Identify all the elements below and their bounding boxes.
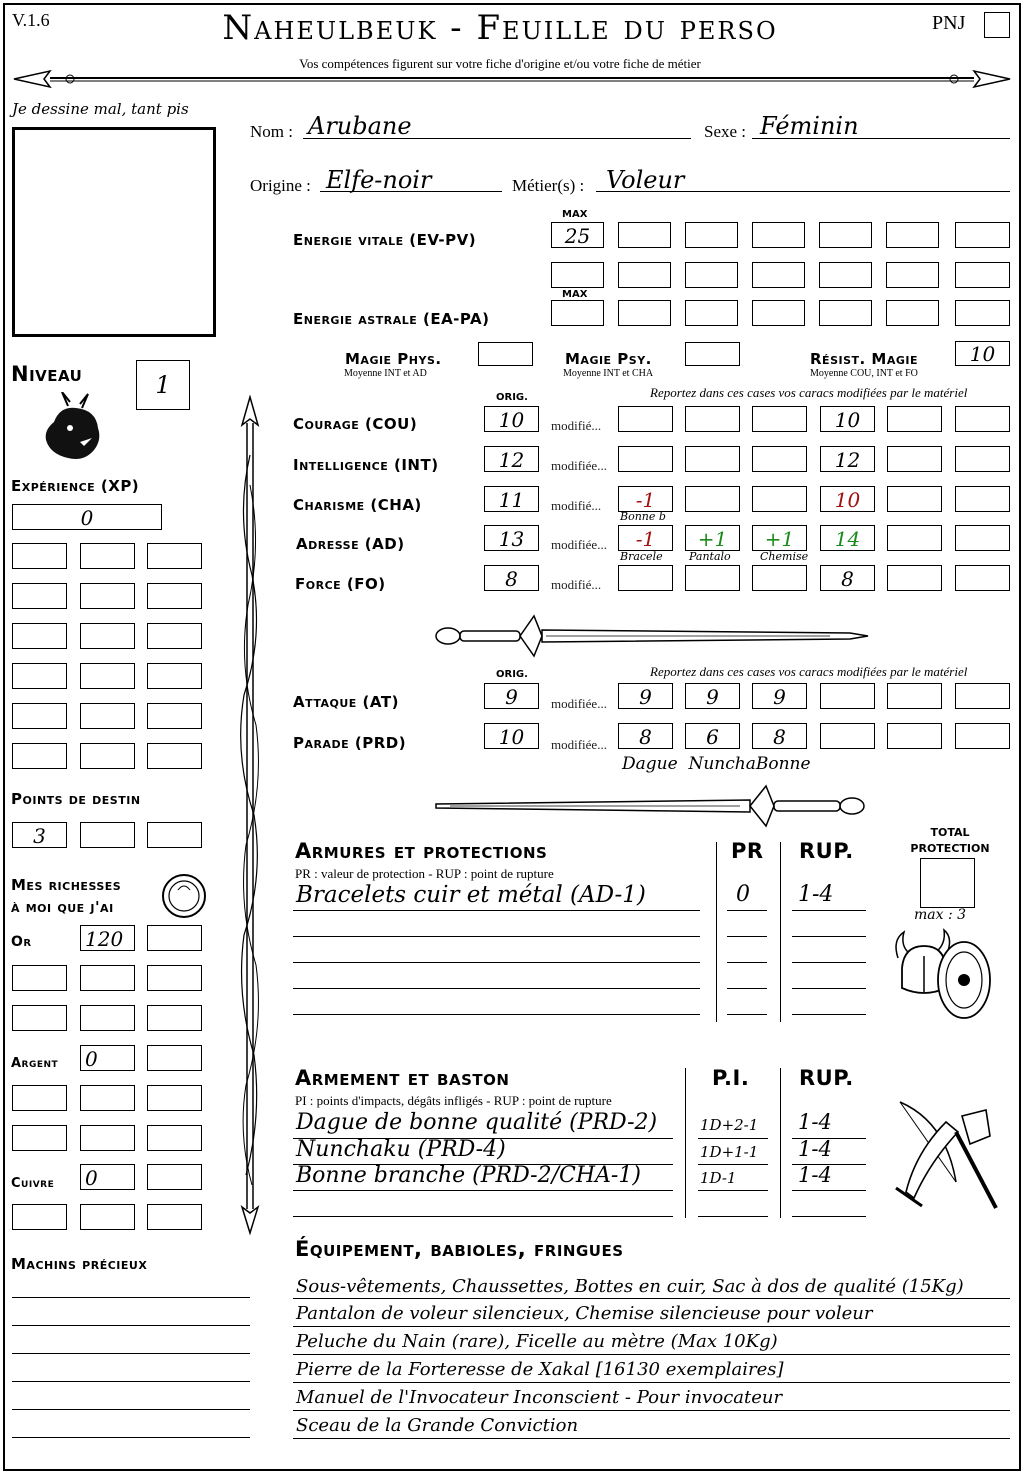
xp-box[interactable]: 0 [12, 504, 162, 530]
stats-orig-label: ORIG. [496, 392, 528, 403]
weapon-item-name[interactable]: Dague de bonne qualité (PRD-2) [296, 1110, 658, 1135]
xp-box[interactable] [80, 663, 135, 689]
ev-box[interactable] [551, 262, 604, 288]
stat-mod-fo[interactable] [752, 565, 807, 591]
stat-mod-int[interactable] [955, 446, 1010, 472]
money-box[interactable] [80, 1204, 135, 1230]
armor-rup-label: RUP. [799, 839, 854, 863]
or-box[interactable] [147, 925, 202, 951]
weapon-item-pi[interactable]: 1D-1 [700, 1169, 737, 1187]
page-subtitle: Vos compétences figurent sur votre fiche d'origine et/ou votre fiche de métier [299, 56, 701, 71]
argent-label: Argent [11, 1056, 59, 1071]
richesses-label-2: à moi que j'ai [11, 898, 114, 916]
pnj-label: PNJ [932, 12, 966, 34]
modifiee-label: modifiée... [551, 537, 607, 552]
stat-mod-cou[interactable] [618, 406, 673, 432]
cuivre-box[interactable] [147, 1164, 202, 1190]
modifie-label: modifié... [551, 418, 602, 433]
stat-mod-int[interactable] [752, 446, 807, 472]
sexe-value[interactable]: Féminin [760, 112, 859, 140]
stat-mod-int[interactable] [685, 446, 740, 472]
ea-box[interactable] [752, 300, 805, 326]
weapons-subtitle: PI : points d'impacts, dégâts infligés - RUP : point de rupture [295, 1093, 612, 1108]
stat-mod-cou[interactable] [955, 406, 1010, 432]
stat-final-cou[interactable]: 10 [820, 406, 875, 432]
prd-box[interactable] [955, 723, 1010, 749]
stat-label-ad: Adresse (AD) [296, 535, 405, 553]
sword-icon [430, 782, 870, 830]
ea-max-box[interactable] [551, 300, 604, 326]
money-box[interactable] [80, 1125, 135, 1151]
ev-box[interactable] [886, 262, 939, 288]
equipment-item[interactable]: Pantalon de voleur silencieux, Chemise silencieuse pour voleur [296, 1303, 873, 1324]
modifiee-label: modifiée... [551, 458, 607, 473]
xp-label: Expérience (XP) [11, 477, 140, 495]
prd-label: Parade (PRD) [293, 734, 407, 752]
destin-box[interactable] [147, 822, 202, 848]
nom-value[interactable]: Arubane [308, 112, 412, 140]
ad-item-note: Chemise [760, 550, 809, 563]
equipment-item[interactable]: Sceau de la Grande Conviction [296, 1415, 579, 1436]
ev-box[interactable] [618, 262, 671, 288]
stat-mod-ad[interactable]: -1 [618, 525, 673, 551]
cuivre-box[interactable]: 0 [80, 1164, 135, 1190]
origine-label: Origine : [250, 176, 311, 195]
ev-box[interactable] [752, 262, 805, 288]
weapon-item-rup[interactable]: 1-4 [798, 1137, 832, 1161]
equipment-item[interactable]: Peluche du Nain (rare), Ficelle au mètre (Max 10Kg) [296, 1331, 778, 1352]
armor-subtitle: PR : valeur de protection - RUP : point de rupture [295, 866, 554, 881]
prd-box[interactable]: 6 [685, 723, 740, 749]
coin-icon [160, 872, 208, 920]
xp-box[interactable] [80, 583, 135, 609]
money-box[interactable] [80, 1005, 135, 1031]
stat-mod-fo[interactable] [887, 565, 942, 591]
xp-box[interactable] [12, 543, 67, 569]
origine-value[interactable]: Elfe-noir [326, 166, 432, 194]
ev-box[interactable] [886, 222, 939, 248]
xp-box[interactable] [12, 583, 67, 609]
crossed-weapons-icon [886, 1092, 1006, 1216]
at-box[interactable]: 9 [685, 683, 740, 709]
xp-box[interactable] [80, 743, 135, 769]
money-box[interactable] [80, 965, 135, 991]
at-box[interactable] [887, 683, 942, 709]
pnj-checkbox[interactable] [984, 12, 1010, 38]
metier-label: Métier(s) : [512, 176, 585, 195]
money-box[interactable] [147, 1125, 202, 1151]
xp-box[interactable] [80, 623, 135, 649]
stat-label-cha: Charisme (CHA) [293, 496, 422, 514]
prd-box[interactable]: 8 [618, 723, 673, 749]
modifiee-label: modifiée... [551, 737, 607, 752]
niveau-box[interactable]: 1 [136, 360, 190, 410]
at-box[interactable]: 9 [618, 683, 673, 709]
magie-psy-label: Magie Psy. [565, 350, 652, 368]
ev-label: Energie vitale (EV-PV) [293, 231, 477, 249]
stat-mod-cha[interactable] [685, 486, 740, 512]
dragon-icon [40, 392, 106, 466]
xp-box[interactable] [12, 623, 67, 649]
magie-psy-note: Moyenne INT et CHA [563, 368, 654, 379]
ad-item-note: Pantalo [689, 550, 731, 563]
total-max-note: max : 3 [914, 907, 967, 923]
equipment-item[interactable]: Sous-vêtements, Chaussettes, Bottes en cuir, Sac à dos de qualité (15Kg) [296, 1276, 964, 1297]
stat-orig-ad[interactable]: 13 [484, 525, 539, 551]
stat-orig-int[interactable]: 12 [484, 446, 539, 472]
money-box[interactable] [12, 1125, 67, 1151]
stat-mod-fo[interactable] [685, 565, 740, 591]
sexe-label: Sexe : [704, 122, 747, 141]
stat-mod-ad[interactable]: +1 [685, 525, 740, 551]
ea-label: Energie astrale (EA-PA) [293, 310, 490, 328]
argent-box[interactable]: 0 [80, 1045, 135, 1071]
magie-phys-box[interactable] [478, 342, 533, 366]
stat-mod-fo[interactable] [955, 565, 1010, 591]
ev-box[interactable] [955, 222, 1010, 248]
stat-mod-cou[interactable] [752, 406, 807, 432]
destin-box[interactable] [80, 822, 135, 848]
resist-magie-label: Résist. Magie [810, 350, 919, 368]
ev-box[interactable] [955, 262, 1010, 288]
xp-box[interactable] [147, 663, 202, 689]
armor-item-rup[interactable]: 1-4 [798, 882, 834, 907]
stat-orig-fo[interactable]: 8 [484, 565, 539, 591]
argent-box[interactable] [147, 1045, 202, 1071]
destin-box[interactable]: 3 [12, 822, 67, 848]
stats-note: Reportez dans ces cases vos caracs modifiées par le matériel [650, 385, 968, 400]
destin-label: Points de destin [11, 790, 141, 808]
weapon-names-note: Dague NunchaBonne [622, 754, 811, 774]
xp-box[interactable] [80, 543, 135, 569]
xp-box[interactable] [147, 703, 202, 729]
cuivre-label: Cuivre [11, 1176, 55, 1191]
at-box[interactable]: 9 [752, 683, 807, 709]
xp-box[interactable] [80, 703, 135, 729]
stat-mod-ad[interactable] [955, 525, 1010, 551]
ev-max-label: MAX [562, 209, 588, 220]
stat-mod-fo[interactable] [618, 565, 673, 591]
xp-box[interactable] [147, 623, 202, 649]
version-label: V.1.6 [12, 10, 50, 30]
equipment-title: Équipement, babioles, fringues [295, 1237, 624, 1261]
resist-magie-box[interactable]: 10 [955, 341, 1010, 366]
stat-final-ad[interactable]: 14 [820, 525, 875, 551]
xp-box[interactable] [12, 703, 67, 729]
spear-ornament-icon [10, 66, 1014, 90]
stat-mod-cha[interactable] [752, 486, 807, 512]
ea-max-label: MAX [562, 289, 588, 300]
ea-box[interactable] [819, 300, 872, 326]
weapons-pi-label: P.I. [712, 1066, 750, 1090]
ev-box[interactable] [819, 262, 872, 288]
metier-value[interactable]: Voleur [606, 166, 685, 194]
stat-final-int[interactable]: 12 [820, 446, 875, 472]
ev-box[interactable] [685, 222, 738, 248]
at-box[interactable] [820, 683, 875, 709]
page-title: Naheulbeuk - Feuille du perso [222, 8, 778, 48]
niveau-label: Niveau [11, 362, 83, 386]
ea-box[interactable] [685, 300, 738, 326]
xp-box[interactable] [12, 743, 67, 769]
money-box[interactable] [147, 965, 202, 991]
stat-mod-cha[interactable] [887, 486, 942, 512]
stat-mod-int[interactable] [618, 446, 673, 472]
money-box[interactable] [147, 1005, 202, 1031]
stat-orig-cou[interactable]: 10 [484, 406, 539, 432]
stat-orig-cha[interactable]: 11 [484, 486, 539, 512]
armor-item-name[interactable]: Bracelets cuir et métal (AD-1) [296, 882, 646, 908]
magie-phys-label: Magie Phys. [345, 350, 442, 368]
stat-label-fo: Force (FO) [295, 575, 386, 593]
stat-mod-ad[interactable] [887, 525, 942, 551]
stat-final-cha[interactable]: 10 [820, 486, 875, 512]
weapon-item-pi[interactable]: 1D+1-1 [700, 1143, 759, 1161]
combat-orig-label: ORIG. [496, 669, 528, 680]
money-box[interactable] [147, 1204, 202, 1230]
weapon-item-name[interactable]: Bonne branche (PRD-2/CHA-1) [296, 1163, 641, 1188]
weapons-rup-label: RUP. [799, 1066, 854, 1090]
or-box[interactable]: 120 [80, 925, 135, 951]
stat-mod-int[interactable] [887, 446, 942, 472]
ea-box[interactable] [618, 300, 671, 326]
at-label: Attaque (AT) [293, 693, 399, 711]
nom-label: Nom : [250, 122, 293, 141]
total-protection-box[interactable] [920, 858, 975, 908]
money-box[interactable] [80, 1085, 135, 1111]
resist-magie-note: Moyenne COU, INT et FO [810, 368, 918, 379]
portrait-box[interactable] [12, 127, 216, 337]
money-box[interactable] [12, 1085, 67, 1111]
sword-icon [430, 612, 870, 660]
portrait-caption: Je dessine mal, tant pis [12, 100, 189, 118]
at-box[interactable] [955, 683, 1010, 709]
equipment-item[interactable]: Pierre de la Forteresse de Xakal [16130 exemplaires] [296, 1359, 784, 1380]
weapon-item-rup[interactable]: 1-4 [798, 1163, 832, 1187]
prd-box[interactable] [820, 723, 875, 749]
total-label-2: PROTECTION [910, 842, 990, 855]
or-label: Or [11, 934, 32, 950]
stat-final-fo[interactable]: 8 [820, 565, 875, 591]
xp-box[interactable] [147, 743, 202, 769]
ev-box[interactable] [819, 222, 872, 248]
machins-label: Machins précieux [11, 1255, 148, 1273]
ev-box[interactable] [618, 222, 671, 248]
modifie-label: modifié... [551, 498, 602, 513]
weapon-item-name[interactable]: Nunchaku (PRD-4) [296, 1137, 506, 1162]
ev-box[interactable] [685, 262, 738, 288]
ev-max-box[interactable]: 25 [551, 222, 604, 248]
weapon-item-pi[interactable]: 1D+2-1 [700, 1116, 759, 1134]
weapons-title: Armement et baston [295, 1066, 510, 1090]
richesses-label: Mes richesses [11, 876, 122, 894]
total-label: TOTAL [930, 826, 970, 839]
ev-box[interactable] [752, 222, 805, 248]
at-orig-box[interactable]: 9 [484, 683, 539, 709]
armor-item-pr[interactable]: 0 [736, 882, 750, 907]
vertical-spear-icon [230, 395, 270, 1235]
xp-box[interactable] [147, 543, 202, 569]
prd-box[interactable]: 8 [752, 723, 807, 749]
ea-box[interactable] [886, 300, 939, 326]
prd-orig-box[interactable]: 10 [484, 723, 539, 749]
armor-pr-label: PR [731, 839, 764, 863]
stat-label-cou: Courage (COU) [293, 415, 418, 433]
weapon-item-rup[interactable]: 1-4 [798, 1110, 832, 1134]
money-box[interactable] [12, 965, 67, 991]
magie-psy-box[interactable] [685, 342, 740, 366]
helmet-shield-icon [890, 928, 1000, 1024]
stat-mod-cou[interactable] [887, 406, 942, 432]
modifie-label: modifié... [551, 577, 602, 592]
stat-label-int: Intelligence (INT) [293, 456, 439, 474]
magie-phys-note: Moyenne INT et AD [344, 368, 427, 379]
combat-note: Reportez dans ces cases vos caracs modifiées par le matériel [650, 664, 968, 679]
stat-mod-cha[interactable] [955, 486, 1010, 512]
equipment-item[interactable]: Manuel de l'Invocateur Inconscient - Pour invocateur [296, 1387, 783, 1408]
stat-mod-cou[interactable] [685, 406, 740, 432]
cha-item-note: Bonne b [620, 510, 666, 523]
money-box[interactable] [12, 1005, 67, 1031]
modifiee-label: modifiée... [551, 696, 607, 711]
xp-box[interactable] [147, 583, 202, 609]
ad-item-note: Bracele [620, 550, 663, 563]
stat-mod-cha[interactable]: -1 [618, 486, 673, 512]
money-box[interactable] [12, 1204, 67, 1230]
money-box[interactable] [147, 1085, 202, 1111]
ea-box[interactable] [955, 300, 1010, 326]
prd-box[interactable] [887, 723, 942, 749]
stat-mod-ad[interactable]: +1 [752, 525, 807, 551]
armor-title: Armures et protections [295, 839, 548, 863]
xp-box[interactable] [12, 663, 67, 689]
